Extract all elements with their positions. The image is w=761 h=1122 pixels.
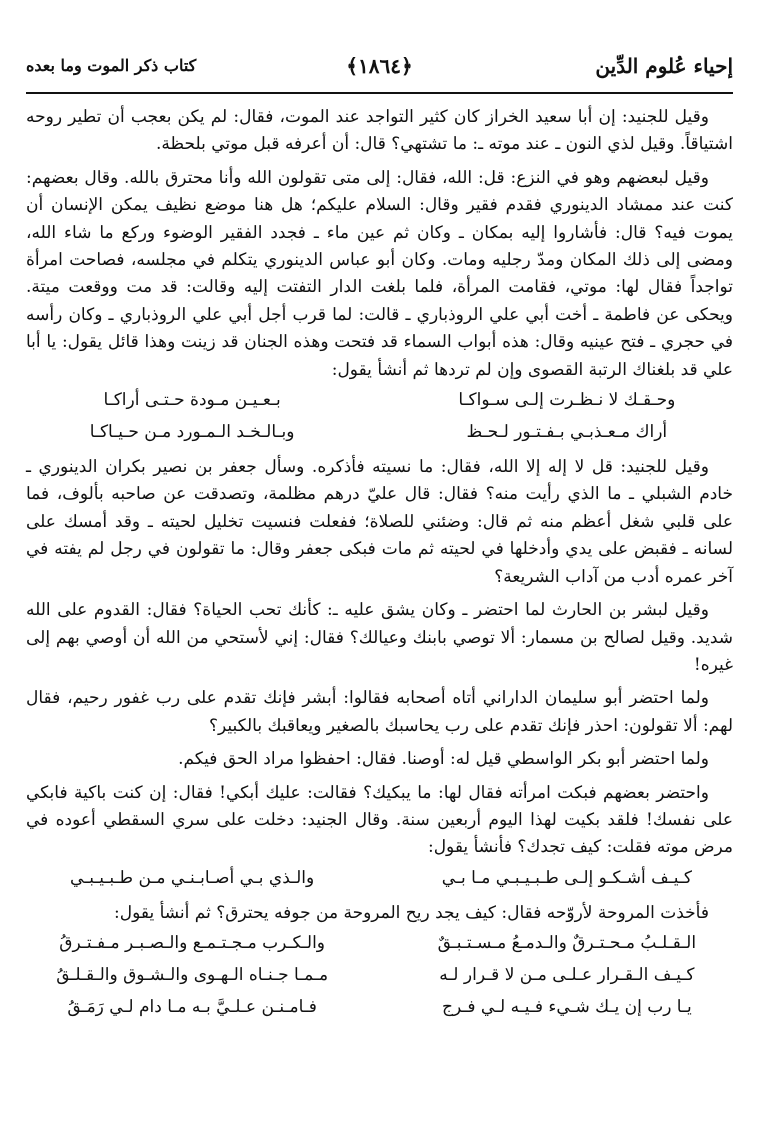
paragraph: وقيل لبشر بن الحارث لما احتضر ـ وكان يشق عليه ـ: كأنك تحب الحياة؟ فقال: القدوم على الله شديد. وقيل لصالح بن مسمار: ألا توصي بابنك وعيالك؟ فقال: إني لأستحي من الله أن أوصي بهم إلى غيره! — [26, 600, 733, 675]
page-body — [26, 104, 733, 1023]
header-rule — [26, 92, 733, 94]
paragraph: وقيل للجنيد: إن أبا سعيد الخراز كان كثير التواجد عند الموت، فقال: لم يكن بعجب أن تطير روحه اشتياقاً. وقيل لذي النون ـ عند موته ـ: ما تشتهي؟ قال: أن أعرفه قبل موتي بلحظة. — [26, 107, 733, 155]
verse-hemistich: مـمـا جـنـاه الـهـوى والـشـوق والـقـلـقُ — [56, 965, 329, 986]
paragraph: ولما احتضر أبو سليمان الداراني أتاه أصحابه فقالوا: أبشر فإنك تقدم على رب غفور رحيم، فقال لهم: ألا تقولون: احذر فإنك تقدم على رب يحاسبك بالصغير ويعاقبك بالكبير؟ — [26, 688, 733, 736]
book-title: إحياء عُلوم الدِّين — [595, 54, 733, 78]
page-number: ﴿١٨٦٤﴾ — [346, 54, 413, 78]
paragraph: فأخذت المروحة لأروّحه فقال: كيف يجد ريح المروحة من جوفه يحترق؟ ثم أنشأ يقول: — [113, 902, 709, 923]
page-header — [26, 50, 733, 94]
verse-hemistich: وحـقـك لا نـظـرت إلـى سـواكـا — [458, 390, 676, 411]
verse-hemistich: يـا رب إن يـك شـيء فـيـه لـي فـرج — [442, 997, 692, 1018]
verse-hemistich: الـقـلـبُ مـحـتـرقٌ والـدمـعُ مـسـتـبـقٌ — [437, 933, 697, 954]
verse-hemistich: كـيـف أشـكـو إلـى طـبـيـبـي مـا بـي — [441, 867, 692, 888]
verse-hemistich: فـامـنـن عـلـيَّ بـه مـا دام لـي رَمَـقُ — [67, 997, 317, 1018]
chapter-title: كتاب ذكر الموت وما بعده — [26, 56, 197, 75]
verse-hemistich: بـعـيـن مـودة حـتـى أراكـا — [103, 390, 281, 411]
page-number-value: ١٨٦٤ — [358, 54, 401, 78]
verse-hemistich: أراك مـعـذبـي بـفـتـور لـحـظ — [466, 422, 668, 443]
verse-line — [26, 862, 733, 894]
verse-hemistich: والـذي بـي أصـابـنـي مـن طـبـيـبـي — [70, 867, 315, 888]
paragraph: ولما احتضر أبو بكر الواسطي قيل له: أوصنا. فقال: احفظوا مراد الحق فيكم. — [178, 749, 709, 770]
verse-line — [26, 927, 733, 959]
paragraph: وقيل للجنيد: قل لا إله إلا الله، فقال: ما نسيته فأذكره. وسأل جعفر بن نصير بكران الدينوري ـ خادم الشبلي ـ ما الذي رأيت منه؟ فقال: قال عليّ درهم مظلمة، وتصدقت عن صاحبه بألوف، فما على قلبي شغل أعظم منه ثم قال: وضئني للصلاة؛ ففعلت فنسيت تخليل لحيته ـ وقد أمسك على لسانه ـ فقبض على يدي وأدخلها في لحيته ثم مات فبكى جعفر وقال: ما تقولون في رجل لم يفته في آخر عمره أدب من آداب الشريعة؟ — [26, 457, 733, 587]
verse-line — [26, 991, 733, 1023]
verse-line — [26, 416, 733, 448]
verse-hemistich: كـيـف الـقـرار عـلـى مـن لا قـرار لـه — [439, 965, 695, 986]
verse-line — [26, 959, 733, 991]
verse-line — [26, 384, 733, 416]
verse-hemistich: والـكـرب مـجـتـمـع والـصـبـر مـفـتـرقُ — [59, 933, 325, 954]
verse-hemistich: وبـالـخـد الـمـورد مـن حـيـاكـا — [89, 422, 295, 443]
paragraph: واحتضر بعضهم فبكت امرأته فقال لها: ما يبكيك؟ فقالت: عليك أبكي! فقال: إن كنت باكية فابكي على نفسك! فلقد بكيت لهذا اليوم أربعين سنة. وقال الجنيد: دخلت على سري السقطي أعوده في مرض موته فقلت: كيف تجدك؟ فأنشأ يقول: — [26, 782, 733, 858]
paragraph: وقيل لبعضهم وهو في النزع: قل: الله، فقال: إلى متى تقولون الله وأنا محترق بالله. وقال بعضهم: كنت عند ممشاد الدينوري فقدم فقير وقال: السلام عليكم؛ هل هنا موضع نظيف يمكن الإنسان أن يموت فيه؟ قال: فأشاروا إليه بمكان ـ وكان ثم عين ماء ـ فجدد الفقير الوضوء وركع ما شاء الله، ومضى إلى ذلك المكان ومدّ رجليه ومات. وكان أبو عباس الدينوري يتكلم في مجلسه، فصاحت امرأة تواجداً فقال لها: موتي، فقامت المرأة، فلما بلغت الدار التفتت إليه وقالت: قد مت ووقعت ميتة. ويحكى عن فاطمة ـ أخت أبي علي الروذباري ـ قالت: لما قرب أجل أبي علي الروذباري ـ وكان رأسه في حجري ـ فتح عينيه وقال: هذه أبواب السماء قد فتحت وهذه الجنان قد زينت وهذا قائل يقول: يا أبا علي قد بلغناك الرتبة القصوى وإن لم تردها ثم أنشأ يقول: — [26, 167, 733, 380]
